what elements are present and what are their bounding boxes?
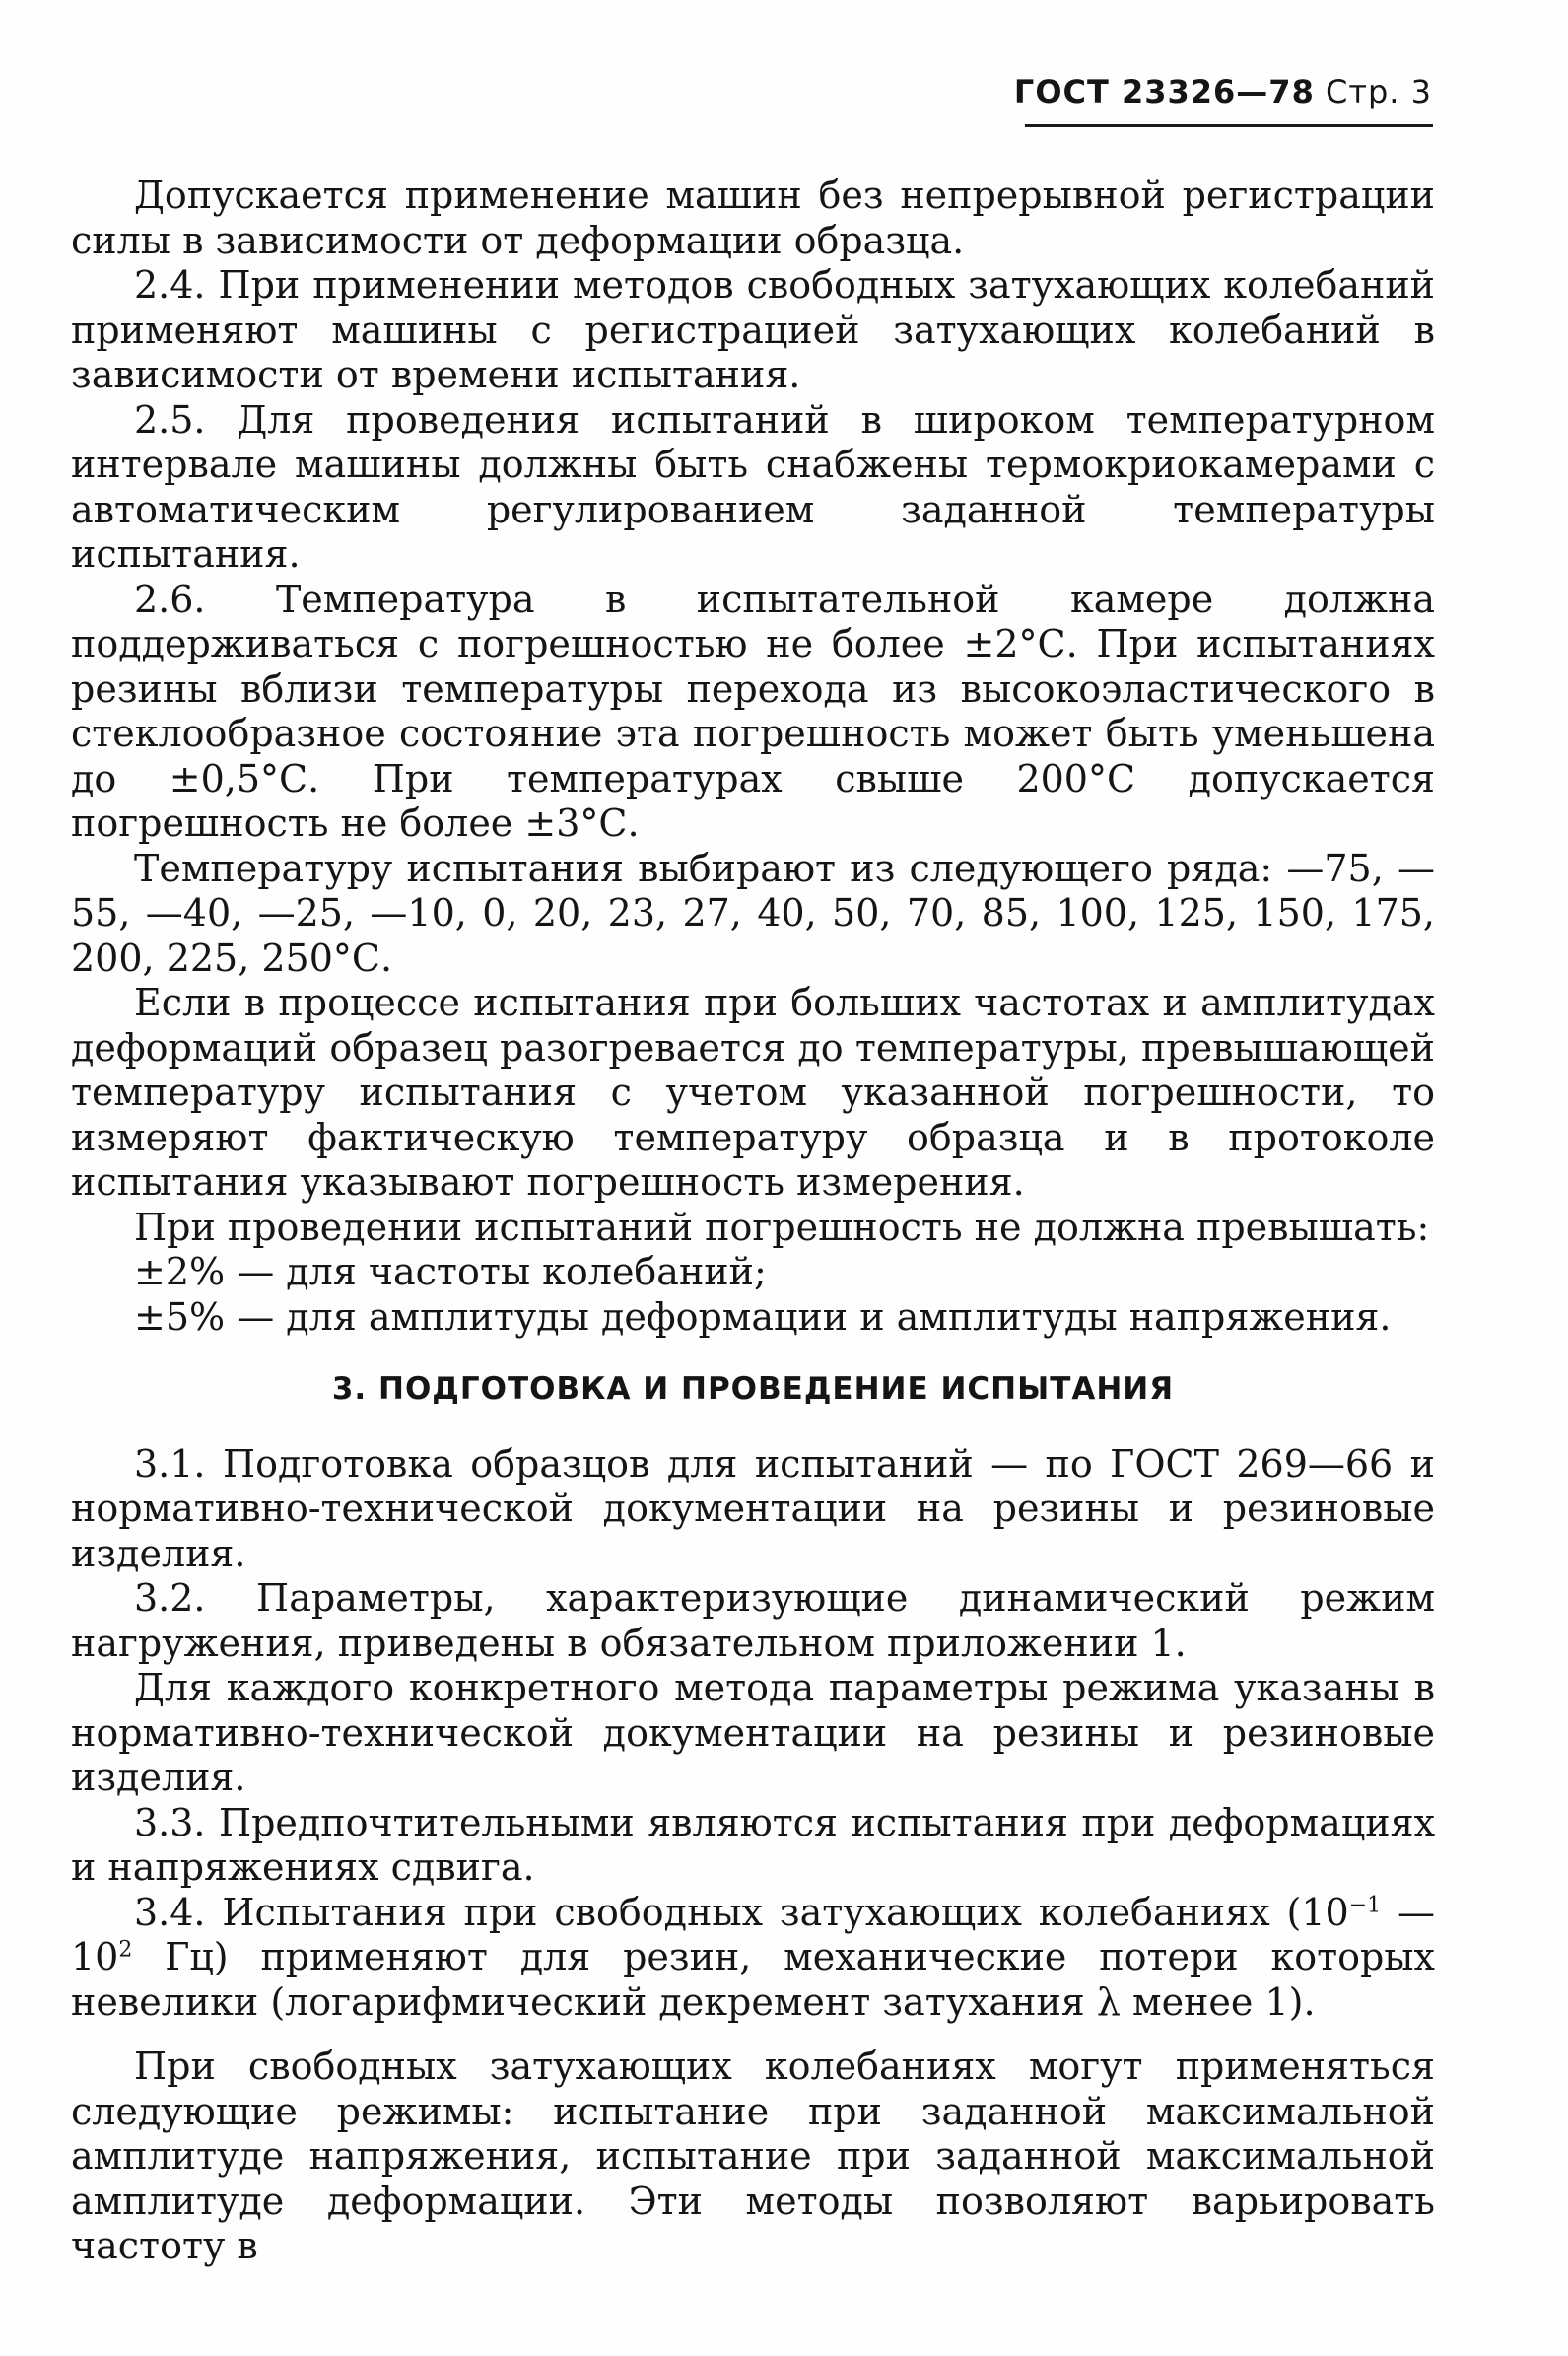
paragraph-temperature-series: Температуру испытания выбирают из следующего ряда: —75, —55, —40, —25, —10, 0, 20, 23, 27, 40, 50, 70, 85, 100, 125, 150, 175, 200, 225, 250°С. — [71, 846, 1435, 980]
paragraph-parameters: Для каждого конкретного метода параметры режима указаны в нормативно-технической документации на резины и резиновые изделия. — [71, 1666, 1435, 1799]
page-header — [1014, 73, 1432, 110]
page-number: Стр. 3 — [1326, 73, 1432, 110]
exponent-two: 2 — [118, 1937, 133, 1963]
paragraph-2-4: 2.4. При применении методов свободных затухающих колебаний применяют машины с регистрацией затухающих колебаний в зависимости от времени испытания. — [71, 263, 1435, 396]
paragraph-2-6: 2.6. Температура в испытательной камере должна поддерживаться с погрешностью не более ±2°С. При испытаниях резины вблизи температуры перехода из высокоэластического в стеклообразное состояние эта погрешность может быть уменьшена до ±0,5°С. При температурах свыше 200°С допускается погрешность не более ±3°С. — [71, 577, 1435, 845]
standard-number: ГОСТ 23326—78 — [1013, 73, 1315, 110]
paragraph-free-oscillation-modes: При свободных затухающих колебаниях могут применяться следующие режимы: испытание при заданной максимальной амплитуде напряжения, испытание при заданной максимальной амплитуде деформации. Эти методы позволяют варьировать частоту в — [71, 2044, 1435, 2267]
header-rule — [1025, 124, 1433, 127]
paragraph-2-5: 2.5. Для проведения испытаний в широком температурном интервале машины должны быть снабжены термокриокамерами с автоматическим регулированием заданной температуры испытания. — [71, 397, 1435, 576]
paragraph-3-4 — [71, 1891, 1435, 2026]
paragraph-heating: Если в процессе испытания при больших частотах и амплитудах деформаций образец разогревается до температуры, превышающей температуру испытания с учетом указанной погрешности, то измеряют фактическую температуру образца и в протоколе испытания указывают погрешность измерения. — [71, 981, 1435, 1204]
para-3-4-start: 3.4. Испытания при свободных затухающих колебаниях (10 — [134, 1890, 1349, 1934]
section-title: 3. ПОДГОТОВКА И ПРОВЕДЕНИЕ ИСПЫТАНИЯ — [331, 1371, 1175, 1407]
exponent-minus-one: −1 — [1348, 1892, 1382, 1917]
body-text — [71, 173, 1435, 2269]
paragraph: Допускается применение машин без непрерывной регистрации силы в зависимости от деформации образца. — [71, 173, 1435, 262]
para-3-4-end: Гц) применяют для резин, механические потери которых невелики (логарифмический декремент затухания λ менее 1). — [71, 1935, 1435, 2024]
tolerance-frequency: ±2% — для частоты колебаний; — [134, 1250, 767, 1293]
para-3-4-mid: — 10 — [71, 1890, 1435, 1978]
tolerance-amplitude: ±5% — для амплитуды деформации и амплитуды напряжения. — [134, 1294, 1392, 1339]
paragraph-tolerance-intro: При проведении испытаний погрешность не должна превышать: — [134, 1205, 1430, 1249]
paragraph-3-3: 3.3. Предпочтительными являются испытания при деформациях и напряжениях сдвига. — [71, 1800, 1435, 1889]
paragraph-3-1: 3.1. Подготовка образцов для испытаний — по ГОСТ 269—66 и нормативно-технической документации на резины и резиновые изделия. — [71, 1441, 1435, 1575]
paragraph-3-2: 3.2. Параметры, характеризующие динамический режим нагружения, приведены в обязательном приложении 1. — [71, 1576, 1435, 1665]
